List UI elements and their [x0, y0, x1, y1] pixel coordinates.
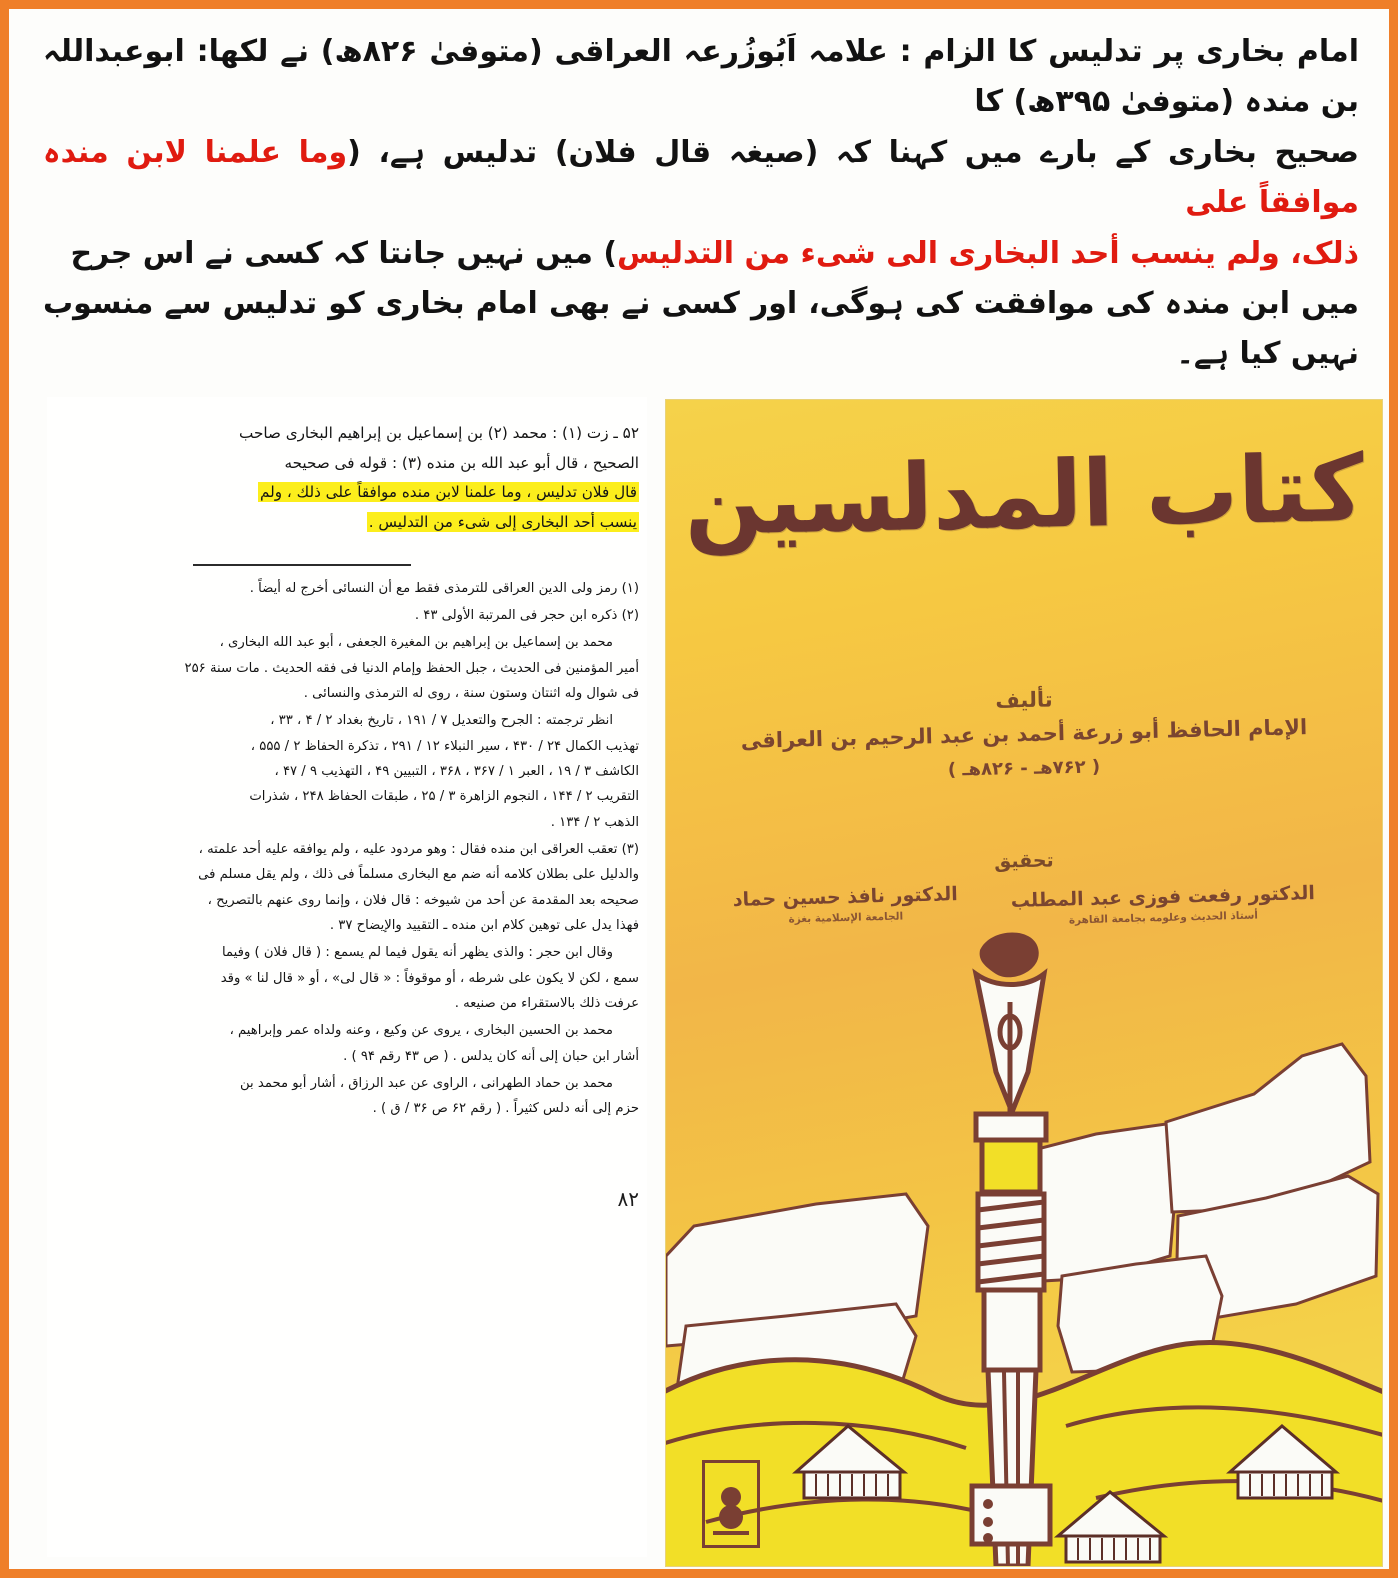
footnote-divider: [193, 564, 411, 566]
extra-entry-paragraph: [65, 1018, 639, 1069]
footnotes-block: [47, 576, 647, 1219]
reference-line: التقريب ۲ / ۱۴۴ ، النجوم الزاهرة ۳ / ۲۵ ، طبقات الحفاظ ۲۴۸ ، شذرات: [249, 789, 639, 805]
publisher-logo-bar: [713, 1531, 749, 1535]
ibn-hajar-paragraph: [65, 940, 639, 1016]
editor-name: الدكتور نافذ حسين حماد: [732, 883, 958, 911]
urdu-heading-line-4: میں ابن مندہ کی موافقت کی ہوگی، اور کسی نے بھی امام بخاری کو تدلیس سے منسوب نہیں کیا ہے۔: [43, 285, 1359, 372]
book-cover-inner: [666, 400, 1382, 1566]
publisher-logo-dot-top: [721, 1487, 741, 1507]
reference-line: تهذيب الكمال ۲۴ / ۴۳۰ ، سير النبلاء ۱۲ / ۲۹۱ ، تذكرة الحفاظ ۲ / ۵۵۵ ،: [250, 738, 639, 754]
editor-entry: [1011, 882, 1316, 928]
arabic-entry-line: الصحيح ، قال أبو عبد الله بن منده (۳) : قوله فى صحيحه: [284, 453, 639, 472]
extra-entry-line: محمد بن الحسين البخارى ، يروى عن وكيع ، وعنه ولداه عمر وإبراهيم ،: [229, 1023, 613, 1039]
footnote-item: [65, 603, 639, 628]
biography-line: فى شوال وله اثنتان وستون سنة ، روى له الترمذى والنسائى .: [303, 685, 639, 701]
biography-paragraph: [65, 630, 639, 706]
arabic-scan-page: [47, 397, 647, 1557]
biography-line: أمير المؤمنين فى الحديث ، جبل الحفظ وإمام الدنيا فى فقه الحديث . مات سنة ۲۵۶: [184, 660, 639, 676]
extra-entry-line: محمد بن حماد الطهرانى ، الراوى عن عبد الرزاق ، أشار أبو محمد بن: [240, 1076, 613, 1092]
publisher-logo-dot-bottom: [719, 1505, 743, 1529]
editor-entry: [732, 883, 958, 927]
flying-papers-right: [1011, 1044, 1378, 1372]
book-author-dates: ( ۷۶۲هـ - ۸۲۶هـ ): [947, 756, 1101, 781]
page-number: ۸۲: [617, 1186, 639, 1211]
reference-line: الكاشف ۳ / ۱۹ ، العبر ۱ / ۳۶۷ ، ۳۶۸ ، التبيين ۴۹ ، التهذيب ۹ / ۴۷ ،: [274, 763, 639, 779]
footnote-3-line: فهذا يدل على توهين كلام ابن منده ـ التقييد والإيضاح ۳۷ .: [329, 918, 639, 934]
highlighted-text: قال فلان تدليس ، وما علمنا لابن منده موافقاً على ذلك ، ولم: [260, 483, 637, 502]
biography-line: محمد بن إسماعيل بن إبراهيم بن المغيرة الجعفى ، أبو عبد الله البخارى ،: [219, 635, 613, 651]
reference-line: انظر ترجمته : الجرح والتعديل ۷ / ۱۹۱ ، تاريخ بغداد ۲ / ۴ ، ۳۳ ،: [270, 713, 613, 729]
edited-by-label: تحقيق: [994, 849, 1054, 873]
extra-entry-line: أشار ابن حبان إلى أنه كان يدلس . ( ص ۴۳ رقم ۹۴ ) .: [343, 1048, 639, 1064]
lower-content-area: [29, 387, 1377, 1567]
book-cover-image: [665, 399, 1383, 1567]
editor-affiliation: أستاذ الحديث وعلومه بجامعة القاهرة: [1068, 909, 1259, 927]
authored-by-label: تأليف: [995, 687, 1053, 713]
book-title: كتاب المدلسين: [683, 434, 1365, 557]
editor-affiliation: الجامعة الإسلامية بغزة: [788, 910, 904, 926]
urdu-heading-line-2-red: وما علمنا لابن مندہ موافقاً علی: [43, 134, 1359, 221]
ibn-hajar-line: وقال ابن حجر : والذى يظهر أنه يقول فيما لم يسمع : ( قال فلان ) وفيما: [222, 945, 613, 961]
arabic-entry-block: [47, 397, 647, 538]
editors-row: [706, 882, 1342, 927]
editor-name: الدكتور رفعت فوزى عبد المطلب: [1010, 882, 1316, 912]
footnote-3-line: والدليل على بطلان كلامه أنه ضم مع البخارى مسلماً فى ذلك ، ولم يقل مسلم فى: [198, 867, 639, 883]
urdu-heading-line-2: [43, 128, 1359, 229]
publisher-logo: [702, 1460, 760, 1548]
cover-illustration: [666, 926, 1382, 1566]
highlighted-text: ينسب أحد البخارى إلى شىء من التدليس .: [368, 512, 637, 531]
ibn-hajar-line: عرفت ذلك بالاستقراء من صنيعه .: [454, 996, 639, 1012]
footnote-3-paragraph: [65, 837, 639, 938]
arabic-highlight-line: [69, 508, 639, 538]
urdu-heading-line-1: امام بخاری پر تدلیس کا الزام : علامہ اَبُوزُرعہ العراقی (متوفیٰ ۸۲۶ھ) نے لکھا: ابوعبداللہ بن مندہ (متوفیٰ ۳۹۵ھ) کا: [43, 34, 1359, 120]
footnote-text: (۲) ذكره ابن حجر فى المرتبة الأولى ۴۳ .: [414, 607, 639, 623]
urdu-heading-line-2-black: صحیح بخاری کے بارے میں کہنا کہ (صیغہ قال فلان) تدلیس ہے، (: [347, 134, 1359, 170]
ibn-hajar-line: سمع ، لكن لا يكون على شرطه ، أو موقوفاً : « قال لى» ، أو « قال لنا » وقد: [220, 970, 639, 986]
pen-and-papers-illustration-svg: [666, 926, 1383, 1566]
footnote-text: (۱) رمز ولى الدين العراقى للترمذى فقط مع أن النسائى أخرج له أيضاً .: [249, 580, 639, 596]
footnote-item: [65, 576, 639, 601]
extra-entry-line: حزم إلى أنه دلس كثيراً . ( رقم ۶۲ ص ۳۶ / ق ) .: [372, 1101, 639, 1117]
urdu-heading-line-3-black: ) میں نہیں جانتا کہ کسی نے اس جرح: [70, 235, 618, 271]
footnote-3-line: (۳) تعقب العراقى ابن منده فقال : وهو مردود عليه ، ولم يوافقه عليه أحد علمته ،: [198, 842, 639, 857]
urdu-heading-block: [29, 23, 1377, 378]
footnote-3-line: صحيحه بعد المقدمة عن أحد من شيوخه : قال فلان ، وإنما روى عنهم بالتصريح ،: [207, 892, 639, 908]
extra-entry-paragraph: [65, 1071, 639, 1122]
arabic-highlight-line: [69, 478, 639, 508]
book-author: الإمام الحافظ أبو زرعة أحمد بن عبد الرحيم بن العراقى: [740, 715, 1308, 753]
urdu-heading-line-3: [43, 229, 1359, 279]
arabic-entry-line: ۵۲ ـ زت (۱) : محمد (۲) بن إسماعيل بن إبراهيم البخارى صاحب: [239, 424, 639, 442]
references-paragraph: [65, 708, 639, 835]
reference-line: الذهب ۲ / ۱۳۴ .: [550, 814, 639, 830]
urdu-heading-line-3-red: ذلک، ولم ينسب أحد البخاری الی شیء من التدليس: [617, 235, 1359, 271]
